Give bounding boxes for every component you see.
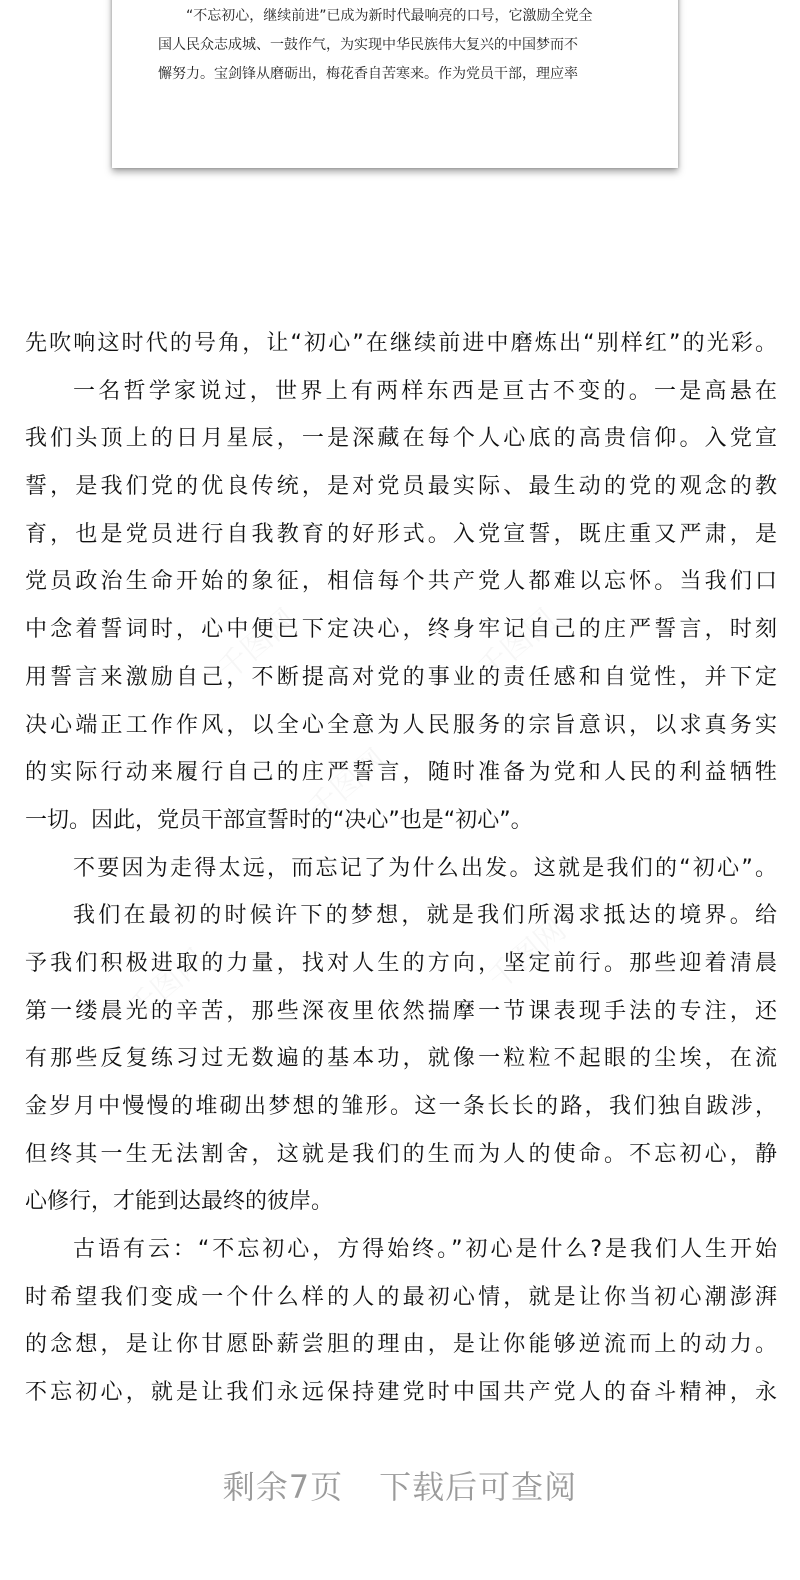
text-line: 决心端正工作作风，以全心全意为人民服务的宗旨意识，以求真务实 [25, 712, 777, 738]
text-line: 我们在最初的时候许下的梦想，就是我们所渴求抵达的境界。给 [73, 903, 777, 929]
preview-line: 国人民众志成城、一鼓作气，为实现中华民族伟大复兴的中国梦而不 [158, 37, 578, 53]
text-line: 育，也是党员进行自我教育的好形式。入党宣誓，既庄重又严肃，是 [25, 521, 777, 547]
remaining-pages-label[interactable]: 剩余7页 [222, 1468, 344, 1506]
text-line: 不要因为走得太远，而忘记了为什么出发。这就是我们的“初心”。 [73, 855, 777, 881]
text-line: 不忘初心，就是让我们永远保持建党时中国共产党人的奋斗精神，永 [25, 1380, 777, 1406]
text-line: 先吹响这时代的号角，让“初心”在继续前进中磨炼出“别样红”的光彩。 [25, 331, 777, 356]
text-line: 古语有云：“不忘初心，方得始终。”初心是什么?是我们人生开始 [73, 1237, 777, 1263]
text-line: 的实际行动来履行自己的庄严誓言，随时准备为党和人民的利益牺牲 [25, 760, 777, 786]
download-prompt[interactable] [0, 1462, 800, 1508]
article-body [25, 320, 777, 1417]
text-line: 有那些反复练习过无数遍的基本功，就像一粒粒不起眼的尘埃，在流 [25, 1046, 777, 1072]
text-line: 一名哲学家说过，世界上有两样东西是亘古不变的。一是高悬在 [73, 378, 777, 404]
download-hint-label[interactable]: 下载后可查阅 [379, 1468, 578, 1506]
text-line: 一切。因此，党员干部宣誓时的“决心”也是“初心”。 [25, 807, 533, 833]
preview-line: “不忘初心，继续前进”已成为新时代最响亮的口号，它激励全党全 [186, 8, 593, 24]
preview-excerpt [158, 2, 640, 89]
document-preview-card [112, 0, 678, 168]
text-line: 但终其一生无法割舍，这就是我们的生而为人的使命。不忘初心，静 [25, 1141, 777, 1167]
text-line: 中念着誓词时，心中便已下定决心，终身牢记自己的庄严誓言，时刻 [25, 617, 777, 643]
preview-line: 懈努力。宝剑锋从磨砺出，梅花香自苦寒来。作为党员干部，理应率 [158, 66, 578, 82]
text-line: 时希望我们变成一个什么样的人的最初心情，就是让你当初心潮澎湃 [25, 1284, 777, 1310]
text-line: 第一缕晨光的辛苦，那些深夜里依然揣摩一节课表现手法的专注，还 [25, 998, 777, 1024]
text-line: 党员政治生命开始的象征，相信每个共产党人都难以忘怀。当我们口 [25, 569, 777, 595]
text-line: 用誓言来激励自己，不断提高对党的事业的责任感和自觉性，并下定 [25, 664, 777, 690]
text-line: 心修行，才能到达最终的彼岸。 [25, 1189, 334, 1215]
text-line: 誓，是我们党的优良传统，是对党员最实际、最生动的党的观念的教 [25, 474, 777, 500]
text-line: 我们头顶上的日月星辰，一是深藏在每个人心底的高贵信仰。入党宣 [25, 426, 777, 452]
text-line: 金岁月中慢慢的堆砌出梦想的雏形。这一条长长的路，我们独自跋涉， [25, 1094, 777, 1119]
text-line: 的念想，是让你甘愿卧薪尝胆的理由，是让你能够逆流而上的动力。 [25, 1332, 777, 1358]
text-line: 予我们积极进取的力量，找对人生的方向，坚定前行。那些迎着清晨 [25, 950, 777, 976]
